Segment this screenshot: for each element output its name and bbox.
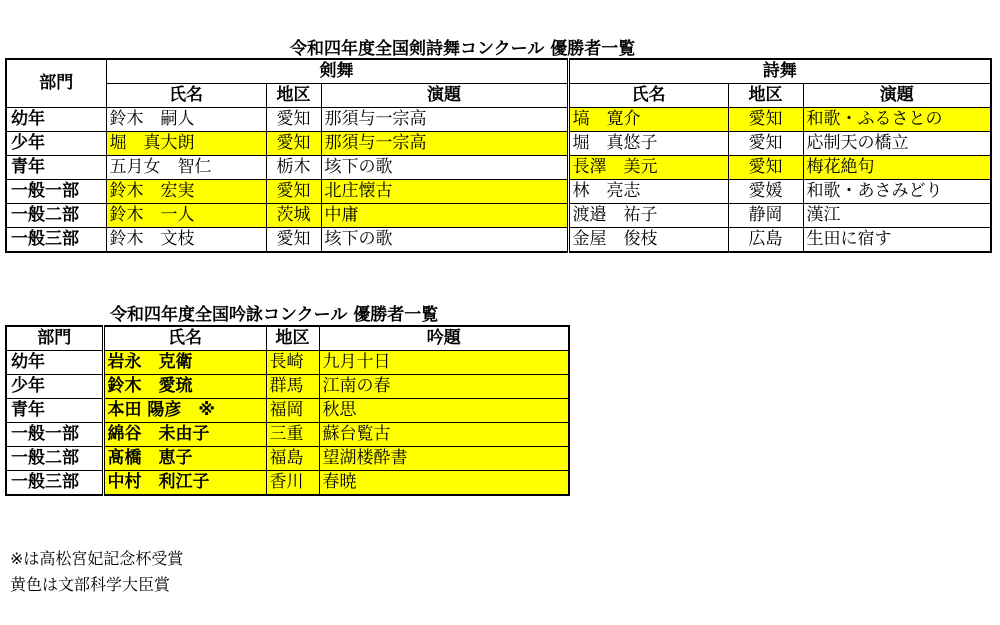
shibu-region-header: 地区 — [728, 84, 803, 108]
kenbu-region-cell: 愛知 — [266, 108, 321, 132]
kenbu-region-cell: 茨城 — [266, 204, 321, 228]
kenbu-piece-cell: 北庄懐古 — [321, 180, 568, 204]
region-cell: 福島 — [266, 447, 319, 471]
kenbu-piece-cell: 中庸 — [321, 204, 568, 228]
division-cell: 少年 — [6, 375, 103, 399]
kenbu-name-cell: 鈴木 一人 — [106, 204, 266, 228]
region-cell: 香川 — [266, 471, 319, 496]
shibu-piece-cell: 漢江 — [803, 204, 991, 228]
column-header-row — [6, 326, 569, 351]
table-row — [6, 423, 569, 447]
shibu-piece-cell: 応制天の橋立 — [803, 132, 991, 156]
note-takamatsu-award: ※は高松宮妃記念杯受賞 — [10, 549, 184, 568]
division-cell: 一般二部 — [6, 204, 106, 228]
table-row — [6, 447, 569, 471]
shibu-region-cell: 愛媛 — [728, 180, 803, 204]
shibu-name-cell: 堀 真悠子 — [568, 132, 728, 156]
kenbu-name-cell: 鈴木 宏実 — [106, 180, 266, 204]
kenbu-name-header: 氏名 — [106, 84, 266, 108]
group-header-row — [6, 59, 991, 84]
ginei-title: 令和四年度全国吟詠コンクール 優勝者一覧 — [110, 305, 439, 325]
name-cell: 本田 陽彦 ※ — [103, 399, 266, 423]
table-row — [6, 228, 991, 253]
table-row — [6, 204, 991, 228]
shibu-name-cell: 長澤 美元 — [568, 156, 728, 180]
table-row — [6, 180, 991, 204]
kenbu-region-cell: 愛知 — [266, 228, 321, 253]
region-cell: 長崎 — [266, 351, 319, 375]
shibu-piece-cell: 生田に宿す — [803, 228, 991, 253]
shibu-piece-cell: 和歌・ふるさとの — [803, 108, 991, 132]
kenbu-region-cell: 愛知 — [266, 180, 321, 204]
table-row — [6, 399, 569, 423]
kenbu-piece-cell: 那須与一宗高 — [321, 132, 568, 156]
piece-cell: 秋思 — [319, 399, 569, 423]
division-cell: 青年 — [6, 399, 103, 423]
sword-poem-dance-title: 令和四年度全国剣詩舞コンクール 優勝者一覧 — [290, 39, 636, 59]
kenbu-piece-cell: 垓下の歌 — [321, 156, 568, 180]
division-cell: 幼年 — [6, 351, 103, 375]
division-cell: 一般二部 — [6, 447, 103, 471]
table-row — [6, 156, 991, 180]
name-cell: 綿谷 未由子 — [103, 423, 266, 447]
shibu-piece-cell: 梅花絶句 — [803, 156, 991, 180]
shibu-name-cell: 林 亮志 — [568, 180, 728, 204]
kenbu-name-cell: 五月女 智仁 — [106, 156, 266, 180]
region-cell: 福岡 — [266, 399, 319, 423]
ginei-winners-table — [5, 325, 570, 496]
shibu-group-header: 詩舞 — [568, 59, 991, 84]
piece-cell: 九月十日 — [319, 351, 569, 375]
division-cell: 一般三部 — [6, 471, 103, 496]
division-header: 部門 — [6, 59, 106, 108]
division-header: 部門 — [6, 326, 103, 351]
kenbu-region-cell: 栃木 — [266, 156, 321, 180]
piece-cell: 春暁 — [319, 471, 569, 496]
kenbu-piece-header: 演題 — [321, 84, 568, 108]
shibu-name-cell: 金屋 俊枝 — [568, 228, 728, 253]
name-cell: 鈴木 愛琉 — [103, 375, 266, 399]
kenbu-region-header: 地区 — [266, 84, 321, 108]
piece-cell: 望湖楼酔書 — [319, 447, 569, 471]
shibu-piece-cell: 和歌・あさみどり — [803, 180, 991, 204]
name-header: 氏名 — [103, 326, 266, 351]
division-cell: 一般一部 — [6, 423, 103, 447]
shibu-piece-header: 演題 — [803, 84, 991, 108]
sword-poem-dance-winners-table — [5, 58, 992, 253]
shibu-region-cell: 広島 — [728, 228, 803, 253]
kenbu-group-header: 剣舞 — [106, 59, 568, 84]
kenbu-region-cell: 愛知 — [266, 132, 321, 156]
kenbu-name-cell: 鈴木 文枝 — [106, 228, 266, 253]
name-cell: 岩永 克衛 — [103, 351, 266, 375]
piece-cell: 江南の春 — [319, 375, 569, 399]
region-cell: 群馬 — [266, 375, 319, 399]
piece-header: 吟題 — [319, 326, 569, 351]
shibu-name-header: 氏名 — [568, 84, 728, 108]
table-row — [6, 108, 991, 132]
shibu-region-cell: 静岡 — [728, 204, 803, 228]
column-header-row — [6, 84, 991, 108]
piece-cell: 蘇台覧古 — [319, 423, 569, 447]
kenbu-piece-cell: 垓下の歌 — [321, 228, 568, 253]
shibu-name-cell: 塙 寛介 — [568, 108, 728, 132]
name-cell: 中村 利江子 — [103, 471, 266, 496]
region-cell: 三重 — [266, 423, 319, 447]
shibu-region-cell: 愛知 — [728, 156, 803, 180]
kenbu-piece-cell: 那須与一宗高 — [321, 108, 568, 132]
division-cell: 一般三部 — [6, 228, 106, 253]
kenbu-name-cell: 堀 真大朗 — [106, 132, 266, 156]
kenbu-name-cell: 鈴木 嗣人 — [106, 108, 266, 132]
name-cell: 髙橋 恵子 — [103, 447, 266, 471]
shibu-name-cell: 渡邉 祐子 — [568, 204, 728, 228]
table-row — [6, 351, 569, 375]
shibu-region-cell: 愛知 — [728, 132, 803, 156]
division-cell: 幼年 — [6, 108, 106, 132]
division-cell: 青年 — [6, 156, 106, 180]
division-cell: 少年 — [6, 132, 106, 156]
table-row — [6, 132, 991, 156]
table-row — [6, 375, 569, 399]
table-row — [6, 471, 569, 496]
region-header: 地区 — [266, 326, 319, 351]
note-yellow-meaning: 黄色は文部科学大臣賞 — [10, 575, 171, 594]
shibu-region-cell: 愛知 — [728, 108, 803, 132]
division-cell: 一般一部 — [6, 180, 106, 204]
